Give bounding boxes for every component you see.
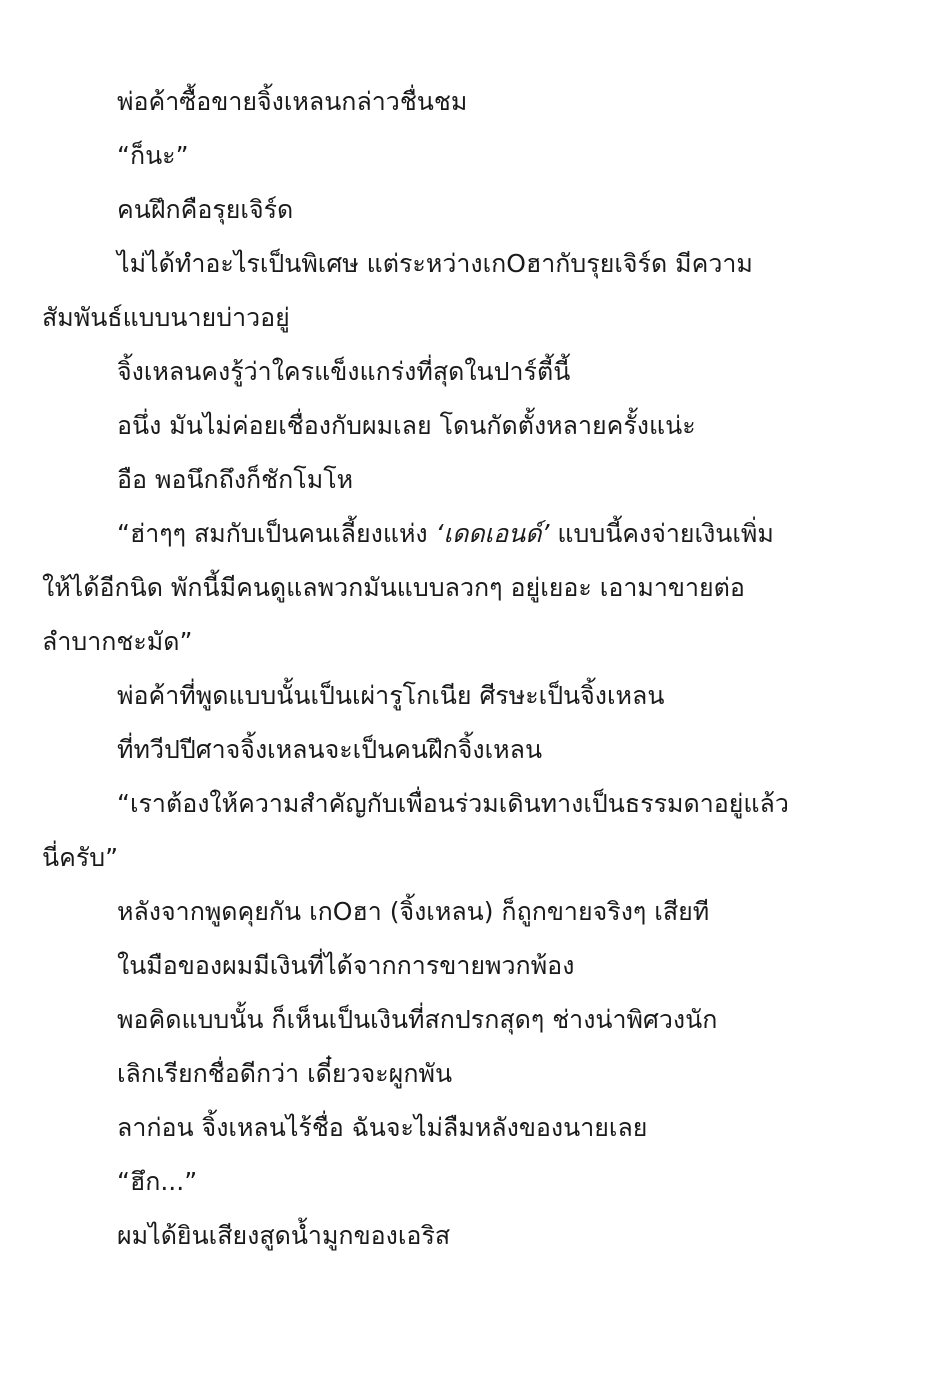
paragraph-line-10: ให้ได้อีกนิด พักนี้มีคนดูแลพวกมันแบบลวกๆ อยู่เยอะ เอามาขายต่อ [42, 573, 745, 602]
paragraph-line-14: “เราต้องให้ความสำคัญกับเพื่อนร่วมเดินทางเป็นธรรมดาอยู่แล้ว [117, 789, 789, 818]
paragraph-line-21: “ฮึก...” [117, 1167, 198, 1196]
paragraph-line-6: จิ้งเหลนคงรู้ว่าใครแข็งแกร่งที่สุดในปาร์ตี้นี้ [117, 357, 571, 386]
paragraph-line-11: ลำบากชะมัด” [42, 627, 193, 656]
paragraph-line-8: อือ พอนึกถึงก็ชักโมโห [117, 465, 354, 494]
line-9-after: แบบนี้คงจ่ายเงินเพิ่ม [549, 519, 774, 548]
paragraph-line-17: ในมือของผมมีเงินที่ได้จากการขายพวกพ้อง [117, 951, 575, 980]
paragraph-line-5: สัมพันธ์แบบนายบ่าวอยู่ [42, 303, 290, 332]
paragraph-line-12: พ่อค้าที่พูดแบบนั้นเป็นเผ่ารูโกเนีย ศีรษะเป็นจิ้งเหลน [117, 681, 665, 710]
paragraph-line-13: ที่ทวีปปีศาจจิ้งเหลนจะเป็นคนฝึกจิ้งเหลน [117, 735, 543, 764]
dead-end-emphasis: ‘เดดเอนด์’ [435, 519, 550, 548]
paragraph-line-7: อนึ่ง มันไม่ค่อยเชื่องกับผมเลย โดนกัดตั้งหลายครั้งแน่ะ [117, 411, 696, 440]
paragraph-line-2: “ก็นะ” [117, 141, 189, 170]
paragraph-line-4: ไม่ได้ทำอะไรเป็นพิเศษ แต่ระหว่างเกOฮากับรุยเจิร์ด มีความ [117, 249, 753, 278]
paragraph-line-15: นี่ครับ” [42, 843, 119, 872]
paragraph-line-19: เลิกเรียกชื่อดีกว่า เดี๋ยวจะผูกพัน [117, 1059, 453, 1088]
paragraph-line-22: ผมได้ยินเสียงสูดน้ำมูกของเอริส [117, 1221, 451, 1250]
paragraph-line-9 [117, 517, 774, 551]
paragraph-line-1: พ่อค้าซื้อขายจิ้งเหลนกล่าวชื่นชม [117, 87, 468, 116]
paragraph-line-18: พอคิดแบบนั้น ก็เห็นเป็นเงินที่สกปรกสุดๆ ช่างน่าพิศวงนัก [117, 1005, 718, 1034]
paragraph-line-20: ลาก่อน จิ้งเหลนไร้ชื่อ ฉันจะไม่ลืมหลังของนายเลย [117, 1113, 648, 1142]
paragraph-line-16: หลังจากพูดคุยกัน เกOฮา (จิ้งเหลน) ก็ถูกขายจริงๆ เสียที [117, 897, 710, 926]
line-9-before: “ฮ่าๆๆ สมกับเป็นคนเลี้ยงแห่ง [117, 519, 436, 548]
paragraph-line-3: คนฝึกคือรุยเจิร์ด [117, 195, 294, 224]
